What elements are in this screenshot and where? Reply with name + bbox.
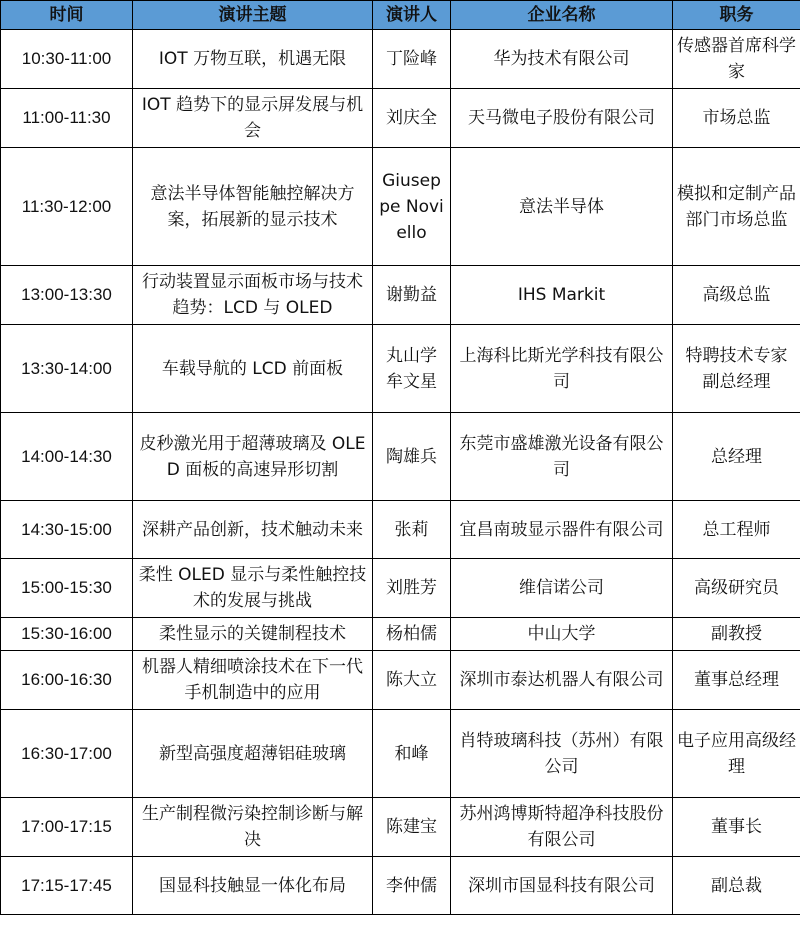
cell-company: 苏州鸿博斯特超净科技股份有限公司 bbox=[451, 798, 673, 857]
table-row bbox=[1, 857, 800, 915]
cell-position: 高级研究员 bbox=[673, 559, 800, 618]
cell-speaker: 丸山学 牟文星 bbox=[373, 325, 451, 413]
cell-topic: 皮秒激光用于超薄玻璃及 OLED 面板的高速异形切割 bbox=[133, 413, 373, 501]
cell-speaker: 刘庆全 bbox=[373, 89, 451, 148]
table-row bbox=[1, 89, 800, 148]
cell-topic: 机器人精细喷涂技术在下一代手机制造中的应用 bbox=[133, 651, 373, 710]
cell-topic: IOT 趋势下的显示屏发展与机会 bbox=[133, 89, 373, 148]
cell-speaker: 李仲儒 bbox=[373, 857, 451, 915]
cell-speaker: 刘胜芳 bbox=[373, 559, 451, 618]
table-row bbox=[1, 30, 800, 89]
cell-company: 天马微电子股份有限公司 bbox=[451, 89, 673, 148]
cell-company: 东莞市盛雄激光设备有限公司 bbox=[451, 413, 673, 501]
table-row bbox=[1, 413, 800, 501]
cell-time: 13:00-13:30 bbox=[1, 266, 133, 325]
cell-company: IHS Markit bbox=[451, 266, 673, 325]
schedule-body bbox=[1, 30, 800, 915]
cell-topic: 行动装置显示面板市场与技术趋势：LCD 与 OLED bbox=[133, 266, 373, 325]
cell-topic: 柔性显示的关键制程技术 bbox=[133, 618, 373, 651]
cell-speaker: Giuseppe Noviello bbox=[373, 148, 451, 266]
cell-position: 总经理 bbox=[673, 413, 800, 501]
cell-company: 维信诺公司 bbox=[451, 559, 673, 618]
table-row bbox=[1, 325, 800, 413]
cell-time: 11:00-11:30 bbox=[1, 89, 133, 148]
table-row bbox=[1, 148, 800, 266]
cell-time: 10:30-11:00 bbox=[1, 30, 133, 89]
cell-position: 模拟和定制产品部门市场总监 bbox=[673, 148, 800, 266]
cell-topic: IOT 万物互联，机遇无限 bbox=[133, 30, 373, 89]
table-row bbox=[1, 266, 800, 325]
cell-topic: 意法半导体智能触控解决方案，拓展新的显示技术 bbox=[133, 148, 373, 266]
cell-time: 15:30-16:00 bbox=[1, 618, 133, 651]
cell-company: 中山大学 bbox=[451, 618, 673, 651]
header-row bbox=[1, 1, 800, 30]
cell-company: 深圳市泰达机器人有限公司 bbox=[451, 651, 673, 710]
cell-speaker: 谢勤益 bbox=[373, 266, 451, 325]
header-time: 时间 bbox=[1, 1, 133, 30]
cell-position: 董事长 bbox=[673, 798, 800, 857]
cell-company: 意法半导体 bbox=[451, 148, 673, 266]
cell-time: 17:15-17:45 bbox=[1, 857, 133, 915]
cell-company: 华为技术有限公司 bbox=[451, 30, 673, 89]
cell-position: 副教授 bbox=[673, 618, 800, 651]
cell-topic: 车载导航的 LCD 前面板 bbox=[133, 325, 373, 413]
cell-position: 特聘技术专家 副总经理 bbox=[673, 325, 800, 413]
cell-time: 16:30-17:00 bbox=[1, 710, 133, 798]
table-row bbox=[1, 618, 800, 651]
table-row bbox=[1, 501, 800, 559]
cell-speaker: 和峰 bbox=[373, 710, 451, 798]
cell-position: 高级总监 bbox=[673, 266, 800, 325]
cell-position: 传感器首席科学家 bbox=[673, 30, 800, 89]
cell-speaker: 丁险峰 bbox=[373, 30, 451, 89]
cell-topic: 深耕产品创新，技术触动未来 bbox=[133, 501, 373, 559]
table-row bbox=[1, 559, 800, 618]
cell-topic: 柔性 OLED 显示与柔性触控技术的发展与挑战 bbox=[133, 559, 373, 618]
cell-position: 副总裁 bbox=[673, 857, 800, 915]
cell-time: 14:30-15:00 bbox=[1, 501, 133, 559]
header-position: 职务 bbox=[673, 1, 800, 30]
cell-time: 16:00-16:30 bbox=[1, 651, 133, 710]
cell-company: 深圳市国显科技有限公司 bbox=[451, 857, 673, 915]
table-row bbox=[1, 651, 800, 710]
cell-time: 17:00-17:15 bbox=[1, 798, 133, 857]
cell-time: 14:00-14:30 bbox=[1, 413, 133, 501]
cell-time: 13:30-14:00 bbox=[1, 325, 133, 413]
table-row bbox=[1, 710, 800, 798]
header-company: 企业名称 bbox=[451, 1, 673, 30]
cell-position: 电子应用高级经理 bbox=[673, 710, 800, 798]
cell-speaker: 陈大立 bbox=[373, 651, 451, 710]
cell-speaker: 张莉 bbox=[373, 501, 451, 559]
header-topic: 演讲主题 bbox=[133, 1, 373, 30]
cell-speaker: 杨柏儒 bbox=[373, 618, 451, 651]
cell-time: 11:30-12:00 bbox=[1, 148, 133, 266]
cell-position: 总工程师 bbox=[673, 501, 800, 559]
cell-company: 肖特玻璃科技（苏州）有限公司 bbox=[451, 710, 673, 798]
cell-company: 宜昌南玻显示器件有限公司 bbox=[451, 501, 673, 559]
cell-topic: 新型高强度超薄铝硅玻璃 bbox=[133, 710, 373, 798]
cell-topic: 生产制程微污染控制诊断与解决 bbox=[133, 798, 373, 857]
cell-position: 董事总经理 bbox=[673, 651, 800, 710]
cell-company: 上海科比斯光学科技有限公司 bbox=[451, 325, 673, 413]
table-row bbox=[1, 798, 800, 857]
cell-speaker: 陶雄兵 bbox=[373, 413, 451, 501]
cell-time: 15:00-15:30 bbox=[1, 559, 133, 618]
cell-topic: 国显科技触显一体化布局 bbox=[133, 857, 373, 915]
cell-position: 市场总监 bbox=[673, 89, 800, 148]
header-speaker: 演讲人 bbox=[373, 1, 451, 30]
cell-speaker: 陈建宝 bbox=[373, 798, 451, 857]
